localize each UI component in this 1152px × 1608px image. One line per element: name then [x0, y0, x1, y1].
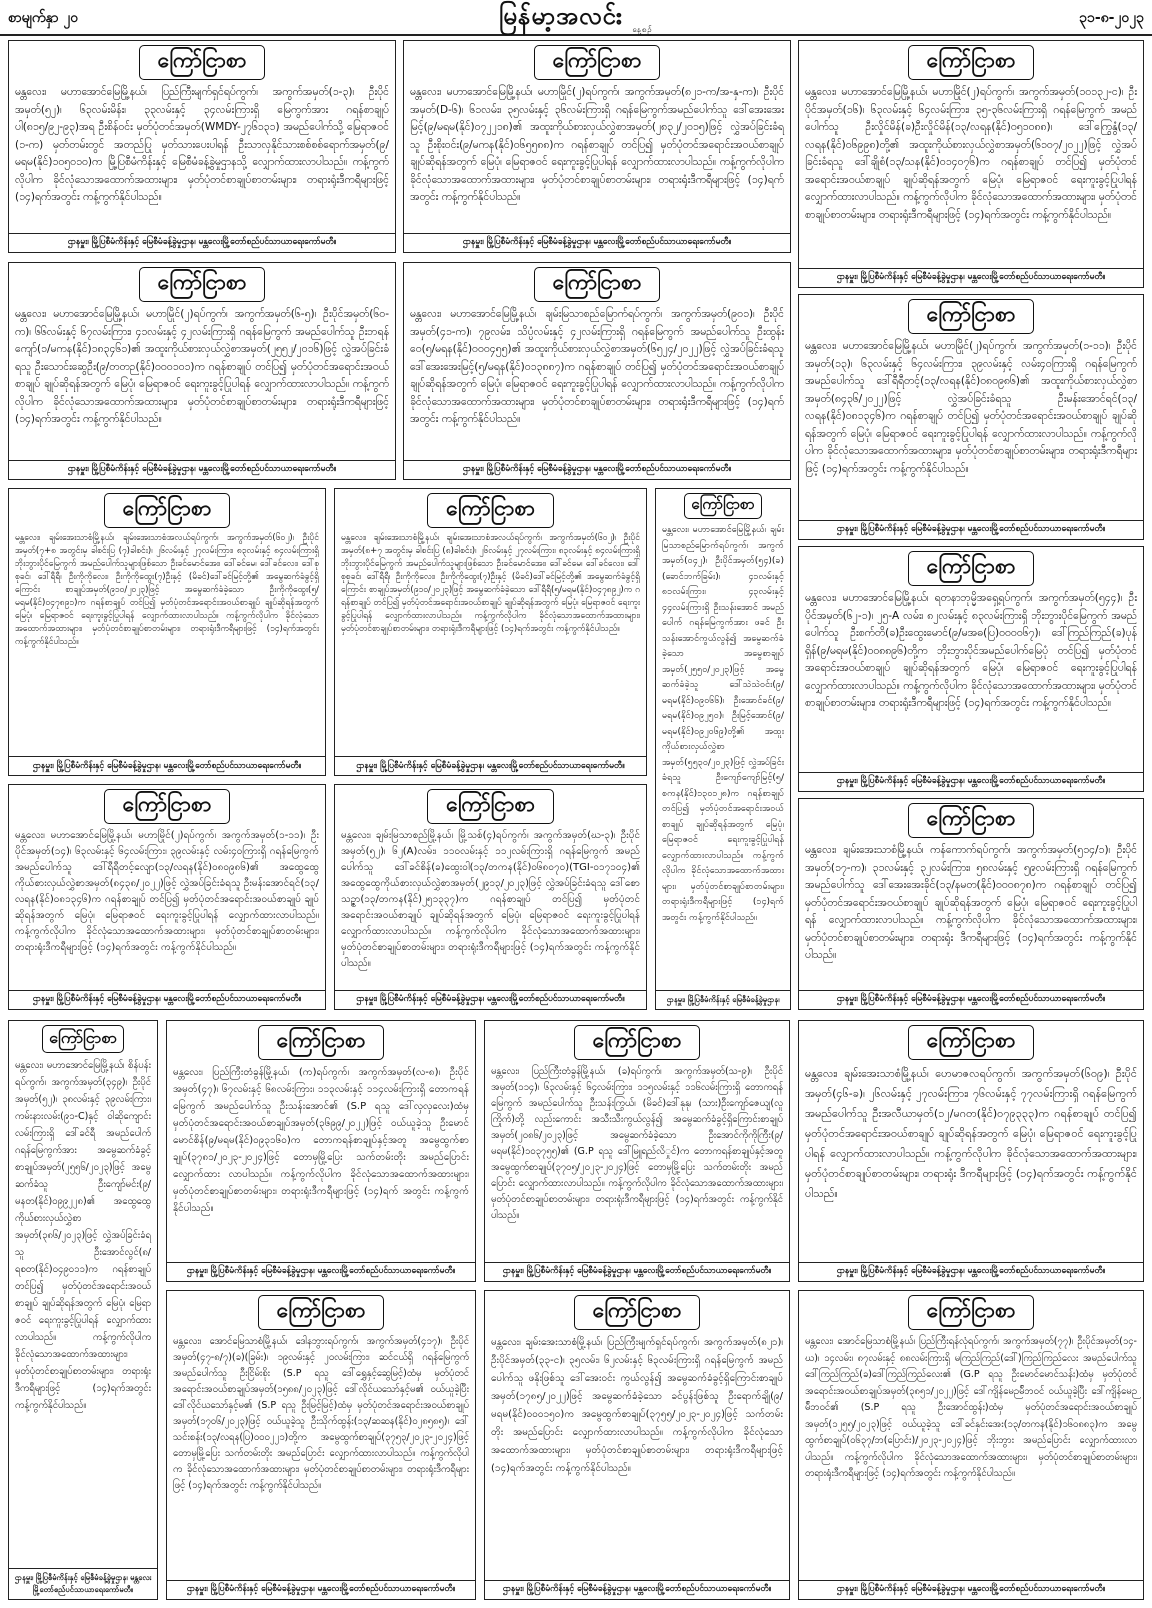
notice-title: ကြော်ငြာစာ	[574, 1025, 701, 1060]
notice-title: ကြော်ငြာစာ	[258, 1025, 385, 1060]
notice-4	[8, 262, 396, 480]
masthead	[0, 0, 1152, 36]
notice-footer: ဌာနမှူး၊ မြို့ပြစီမံကိန်းနှင့် မြေစီမံခန့်ခွဲမှုဌာန၊ မန္တလေးမြို့တော်စည်ပင်သာယာရေးကော်မတီ။	[335, 990, 646, 1009]
notice-title: ကြော်ငြာစာ	[427, 493, 554, 528]
notice-footer: ဌာနမှူး၊ မြို့ပြစီမံကိန်းနှင့် မြေစီမံခန့်ခွဲမှုဌာန၊ မန္တလေးမြို့တော်စည်ပင်သာယာရေးကော်မတီ။	[404, 233, 790, 252]
notice-1	[8, 40, 396, 253]
masthead-sub: နေ့စဉ်	[632, 25, 653, 34]
notice-title: ကြော်ငြာစာ	[908, 45, 1035, 80]
notice-title: ကြော်ငြာစာ	[427, 789, 554, 824]
notice-footer: ဌာနမှူး၊ မြို့ပြစီမံကိန်းနှင့် မြေစီမံခန့်ခွဲမှုဌာန၊ မန္တလေးမြို့တော်စည်ပင်သာယာရေးကော်မတီ။	[9, 460, 395, 479]
notice-title: ကြော်ငြာစာ	[42, 1025, 124, 1053]
notice-11	[8, 784, 326, 1010]
notice-body: မန္တလေး၊ ချမ်းအေးသာစံမြို့နယ်၊ ကန်ကောက်ရပ်ကွက်၊ အကွက်အမှတ်(၅၁၄/၁)၊ ဦးပိုင်အမှတ်(၁၇-က)၊ ၃၁လမ်းနှင့် ၃၂လမ်းကြား၊ ၅၈လမ်းနှင့် ၅၉လမ်းကြားရှိ ဂရန်မြေကွက် အမည်ပေါက်သူ ဒေါ်အေးအေးခိုင်(၁၃/နမတ(နိုင်)၀၀၀၈၇၈)က ဂရန်စာချုပ် တင်ပြ၍ မှတ်ပုံတင်အရောင်းအဝယ်စာချုပ် ချုပ်ဆိုရန်အတွက် မြေပုံ၊ မြေရာဇဝင် ရေးကူးခွင့်ပြုပါရန် လျှောက်ထားလာပါသည်။ ကန့်ကွက်လိုပါက ခိုင်လုံသောအထောက်အထားများ၊ မှတ်ပုံတင်စာချုပ်စာတမ်းများ၊ တရားရုံး ဒီကရီများဖြင့် (၁၄)ရက်အတွင်း ကန့်ကွက်နိုင်ပါသည်။	[805, 844, 1137, 961]
notice-8	[334, 488, 647, 776]
notice-body: မန္တလေး၊ ပြည်ကြီးတံခွန်မြို့နယ်၊ (က)ရပ်ကွက်၊ အကွက်အမှတ်(လ-၈)၊ ဦးပိုင်အမှတ်(၄၇)၊ ၆၇လမ်းနှင့် ၆၈လမ်းကြား၊ ၁၁၃လမ်းနှင့် ၁၁၄လမ်းကြားရှိ တောကရန်မြေကွက် အမည်ပေါက်သူ ဦးသန်းအောင်၏ (S.P ရသူ ဒေါ်လှလှလေး)ထံမှ မှတ်ပုံတင်အရောင်းအဝယ်စာချုပ်အမှတ်(၃၆၉၉/၂၀၂၂)ဖြင့် ဝယ်ယူခဲ့သူ ဦးမောင်မောင်စိန်(၉/မရမ(နိုင်)၀၉၃၁၆၀)က တောကရန်စာချုပ်နှင့်အတူ အမွေထွက်စာချုပ်(၃၇၈၁/၂၀၂၃-၂၀၂၄)ဖြင့် တောမှမြို့ပြေး သက်တမ်းတိုး အမည်ပြောင်း လျှောက်ထား လာပါသည်။ ကန့်ကွက်လိုပါက ခိုင်လုံသောအထောက်အထားများ၊ မှတ်ပုံတင်စာချုပ်စာတမ်းများ၊ တရားရုံးဒီကရီများဖြင့် (၁၄)ရက် အတွင်း ကန့်ကွက်နိုင်ပါသည်။	[173, 1067, 469, 1214]
notice-title: ကြော်ငြာစာ	[908, 551, 1035, 586]
masthead-logo: မြန်မာ့အလင်း	[499, 1, 623, 30]
notice-body: မန္တလေး၊ အောင်မြေသာစံမြို့နယ်၊ ဒေါနဘွားရပ်ကွက်၊ အကွက်အမှတ်(၄၁၇)၊ ဦးပိုင်အမှတ်(၄၇-၈/၇)(ခ)(ခြမ်း)၊ ၁၉လမ်းနှင့် ၂၀လမ်းကြား၊ ဆင်ငယ်ရှိ ဂရန်မြေကွက် အမည်ပေါက်သူ ဦးငြိမ်းစိုး (S.P ရသူ ဒေါ်ရွှေနှင့်ဆွေမြင့်)ထံမှ မှတ်ပုံတင်အရောင်းအဝယ်စာချုပ်အမှတ်(၁၅၈၈/၂၀၂၃)ဖြင့် ဒေါ်လိုင်ယသော်နှင့်မ၏ ဝယ်ယူခဲ့ပြီး ဒေါ်လိုင်ယသော်နှင့်မ၏ (S.P ရသူ ဦးမြင့်မြင့်)ထံမှ မှတ်ပုံတင်အရောင်းအဝယ်စာချုပ်အမှတ်(၁၇၀၆/၂၀၂၃)ဖြင့် ဝယ်ယူခဲ့သူ ဦးသိုက်ထွန်း(၁၃/ဆဆန(နိုင်)၀၂၈၅၈၅)၊ ဒေါ်သင်းစန်း(၁၃/လရန(ပြ)၀၀၀၂၂၁)တို့က အမွေထွက်စာချုပ်(၃၇၅၃/၂၀၂၃-၂၀၂၄)ဖြင့် တောမှမြို့ပြေး သက်တမ်းတိုး အမည်ပြောင်း လျှောက်ထားလာပါသည်။ ကန့်ကွက်လိုပါက ခိုင်လုံသောအထောက်အထားများ၊ မှတ်ပုံတင်စာချုပ်စာတမ်းများ၊ တရားရုံးဒီကရီများဖြင့် (၁၄)ရက်အတွင်း ကန့်ကွက်နိုင်ပါသည်။	[173, 1336, 469, 1491]
notice-title: ကြော်ငြာစာ	[908, 1295, 1035, 1330]
notice-title: ကြော်ငြာစာ	[684, 493, 761, 519]
notice-footer: ဌာနမှူး၊ မြို့ပြစီမံကိန်းနှင့် မြေစီမံခန့်ခွဲမှုဌာန၊ မန္တလေးမြို့တော်စည်ပင်သာယာရေးကော်မတီ။	[167, 1580, 475, 1599]
notice-footer: ဌာနမှူး၊ မြို့ပြစီမံကိန်းနှင့် မြေစီမံခန့်ခွဲမှုဌာန၊ မန္တလေးမြို့တော်စည်ပင်သာယာရေးကော်မတီ။	[485, 1262, 789, 1281]
notice-footer: ဌာနမှူး၊ မြို့ပြစီမံကိန်းနှင့် မြေစီမံခန့်ခွဲမှုဌာန၊ မန္တလေးမြို့တော်စည်ပင်သာယာရေးကော်မတီ။	[799, 772, 1143, 791]
notice-title: ကြော်ငြာစာ	[139, 267, 266, 302]
notice-body: မန္တလေး၊ အောင်မြေသာစံမြို့နယ်၊ ပြည်ကြီးရန်လုံရပ်ကွက်၊ အကွက်အမှတ်(၇၇)၊ ဦးပိုင်အမှတ်(၁၄-ဃ)၊ ၁၄လမ်း၊ ၈၇လမ်းနှင့် ၈၈လမ်းကြားရှိ မကြည်ကြည်(ဒေါ်)ကြည်ကြည်လေး အမည်ပေါက်သူ ဒေါ်ကြည်ကြည်(ခ)ဒေါ်ကြည်ကြည်လေး၏ (G.P ရသူ ဦးမောင်မောင်သန်း)ထံမှ မှတ်ပုံတင်အရောင်းအဝယ်စာချုပ်အမှတ်(၃၈၅၁/၂၀၂၂)ဖြင့် ဒေါ်ကျိန်မေဉမ်ိဘဝင် ဝယ်ယူခဲ့ပြီး ဒေါ်ကျိန်မေဉမ်ိဘဝင်၏ (S.P ရသူ ဦးအောင်ထွန်း)ထံမှ မှတ်ပုံတင်အရောင်းအဝယ်စာချုပ်အမှတ်(၁၂၅၅/၂၀၂၃)ဖြင့် ဝယ်ယူခဲ့သူ ဒေါ်ခင်နှင်းအေး(၁၃/တကန(နိုင်)၁၆၀၈၈၃)က အမွေထွက်စာချုပ်(၀၆၃၇/ဘ(ပြောင်း)/၂၀၂၃-၂၀၂၄)ဖြင့် ဘိုးဘွား အမည်ပြောင်း လျှောက်ထားလာပါသည်။ ကန့်ကွက်လိုပါက ခိုင်လုံသောအထောက်အထားများ၊ မှတ်ပုံတင်စာချုပ်စာတမ်းများ၊ တရားရုံးဒီကရီများဖြင့် (၁၄)ရက်အတွင်း ကန့်ကွက်နိုင်ပါသည်။	[805, 1336, 1137, 1479]
notice-3	[798, 40, 1144, 288]
notice-footer: ဌာနမှူး၊ မြို့ပြစီမံကိန်းနှင့် မြေစီမံခန့်ခွဲမှုဌာန၊	[656, 990, 790, 1009]
notice-footer: ဌာနမှူး၊ မြို့ပြစီမံကိန်းနှင့် မြေစီမံခန့်ခွဲမှုဌာန၊ မန္တလေးမြို့တော်စည်ပင်သာယာရေးကော်မတီ။	[485, 1580, 789, 1599]
notice-5	[403, 262, 791, 480]
notice-footer: ဌာနမှူး၊ မြို့ပြစီမံကိန်းနှင့် မြေစီမံခန့်ခွဲမှုဌာန၊ မန္တလေးမြို့တော်စည်ပင်သာယာရေးကော်မတီ။	[799, 268, 1143, 287]
issue-date: ၃၁-၈-၂၀၂၃	[1079, 10, 1144, 26]
notice-body: မန္တလေး၊ မဟာအောင်မြေမြို့နယ်၊ မဟာမြိုင်(၂)ရပ်ကွက်၊ အကွက်အမှတ်(၁-၁၁)၊ ဦးပိုင်အမှတ်(၁၃)၊ ၆၃လမ်းနှင့် ၆၄လမ်းကြား၊ ၃၉လမ်းနှင့် လမ်း၄၀ကြားရှိ ဂရန်မြေကွက် အမည်ပေါက်သူ ဒေါ်ရီရီတင့်(၁၃/လရန(နိုင်)၀၈၀၉၈၆)၏ အထူးကိုယ်စားလှယ်လွှဲစာအမှတ်(၈၄၃၆/၂၀၂၂)ဖြင့် လွှဲအပ်ခြင်းခံရသူ ဦးမန်းအောင်ရင်(၁၃/လရန(နိုင်)၀၈၁၃၄၆)က ဂရန်စာချုပ် တင်ပြ၍ မှတ်ပုံတင်အရောင်းအဝယ်စာချုပ် ချုပ်ဆိုရန်အတွက် မြေပုံ၊ မြေရာဇဝင် ရေးကူးခွင့်ပြုပါရန် လျှောက်ထားလာပါသည်။ ကန့်ကွက်လိုပါက ခိုင်လုံသောအထောက်အထားများ၊ မှတ်ပုံတင်စာချုပ်စာတမ်းများ၊ တရားရုံးဒီကရီများဖြင့် (၁၄)ရက်အတွင်း ကန့်ကွက်နိုင်ပါသည်။	[805, 340, 1137, 475]
notice-body: မန္တလေး၊ မဟာအောင်မြေမြို့နယ်၊ စိန်ပန်းရပ်ကွက်၊ အကွက်အမှတ်(၃၄၉)၊ ဦးပိုင်အမှတ်(၅၂)၊ ၃၈လမ်းနှင့် ၃၉လမ်းကြား၊ ကမ်းနားလမ်း(၉၁-C)နှင့် ဝါဆိုကျောင်းလမ်းကြားရှိ ဒေါ်ခင်ရီ အမည်ပေါက် ဂရန်မြေကွက်အား အမွေဆက်ခံခွင့်စာချုပ်အမှတ်(၂၅၅၆/၂၀၂၃)ဖြင့် အမွေဆက်ခံသူ ဦးကျော်မင်း(၉/မနတ(နိုင်)၀၉၉၂၂၈)၏ အထွေထွေကိုယ်စားလှယ်လွှဲစာအမှတ်(၃၈၆/၂၀၂၃)ဖြင့် လွှဲအပ်ခြင်းခံရသူ ဦးအောင်လွင်(၈/ရစတ(နိုင်)၀၄၉၀၁၁)က ဂရန်စာချုပ် တင်ပြ၍ မှတ်ပုံတင်အရောင်းအဝယ်စာချုပ် ချုပ်ဆိုရန်အတွက် မြေပုံ၊ မြေရာဇဝင် ရေးကူးခွင့်ပြုပါရန် လျှောက်ထားလာပါသည်။ ကန့်ကွက်လိုပါက ခိုင်လုံသောအထောက်အထားများ၊ မှတ်ပုံတင်စာချုပ်စာတမ်းများ၊ တရားရုံးဒီကရီများဖြင့် (၁၄)ရက်အတွင်း ကန့်ကွက်နိုင်ပါသည်။	[15, 1060, 151, 1411]
notice-16	[484, 1020, 790, 1282]
notice-title: ကြော်ငြာစာ	[258, 1295, 385, 1330]
notice-footer: ဌာနမှူး၊ မြို့ပြစီမံကိန်းနှင့် မြေစီမံခန့်ခွဲမှုဌာန၊ မန္တလေးမြို့တော်စည်ပင်သာယာရေးကော်မတီ။	[799, 990, 1143, 1009]
notice-body: မန္တလေး၊ မဟာအောင်မြေမြို့နယ်၊ မဟာမြိုင်(၂)ရပ်ကွက်၊ အကွက်အမှတ်(၁၀၁၃၂-င)၊ ဦးပိုင်အမှတ်(၁၆)၊ ၆၃လမ်းနှင့် ၆၄လမ်းကြား၊ ၃၅-၃၆လမ်းကြားရှိ ဂရန်မြေကွက် အမည်ပေါက်သူ ဦးလှိုင်မိန်(ခ)ဦးလှိုင်မိန်(၁၃/လရန(နိုင်)၀၅၁၀၈၈)၊ ဒေါ်ကြွေနွံ(၁၃/လရန(နိုင်)၀၆၉၉၈)တို့၏ အထူးကိုယ်စားလှယ်လွှဲစာအမှတ်(၆၁၀၇/၂၀၂၂)ဖြင့် လွှဲအပ်ခြင်းခံရသူ ဒေါ်ချိုစံ(၁၃/သန(နိုင်)၀၁၄၀၇၆)က ဂရန်စာချုပ် တင်ပြ၍ မှတ်ပုံတင်အရောင်းအဝယ်စာချုပ် ချုပ်ဆိုရန်အတွက် မြေပုံ၊ မြေရာဇဝင် ရေးကူးခွင့်ပြုပါရန် လျှောက်ထားလာပါသည်။ ကန့်ကွက်လိုပါက ခိုင်လုံသောအထောက်အထားများ၊ မှတ်ပုံတင်စာချုပ်စာတမ်းများ၊ တရားရုံးဒီကရီများဖြင့် (၁၄)ရက်အတွင်း ကန့်ကွက်နိုင်ပါသည်။	[805, 86, 1137, 221]
page-header	[0, 0, 1152, 36]
notice-footer: ဌာနမှူး၊ မြို့ပြစီမံကိန်းနှင့် မြေစီမံခန့်ခွဲမှုဌာန၊ မန္တလေးမြို့တော်စည်ပင်သာယာရေးကော်မတီ။	[167, 1262, 475, 1281]
notice-body: မန္တလေး၊ ချမ်းမြသာစည်မြို့နယ်၊ မြို့သစ်(၄)ရပ်ကွက်၊ အကွက်အမှတ်(ဃ-၃)၊ ဦးပိုင်အမှတ်(၅၂)၊ ၆၂(A)လမ်း၊ ၁၁၀လမ်းနှင့် ၁၁၂လမ်းကြားရှိ ဂရန်မြေကွက် အမည်ပေါက်သူ ဒေါ်ခင်စိန်(ခ)ထွေးဝါ(၁၃/တကန(နိုင်)၀၆၈၀၇၀)(TGI-၀၁၇၁၀၄)၏ အထွေထွေကိုယ်စားလှယ်လွှဲစာအမှတ်(၂၉၁၃/၂၀၂၃)ဖြင့် လွှဲအပ်ခြင်းခံရသူ ဒေါ်စောသဉ္ဇာ(၁၃/တကန(နိုင်)၂၅၁၃၃၇)က ဂရန်စာချုပ် တင်ပြ၍ မှတ်ပုံတင်အရောင်းအဝယ်စာချုပ် ချုပ်ဆိုရန်အတွက် မြေပုံ၊ မြေရာဇဝင် ရေးကူးခွင့်ပြုပါရန် လျှောက်ထားလာပါသည်။ ကန့်ကွက်လိုပါက ခိုင်လုံသောအထောက်အထားများ၊ မှတ်ပုံတင်စာချုပ်စာတမ်းများ၊ တရားရုံးဒီကရီများဖြင့် (၁၄)ရက်အတွင်း ကန့်ကွက်နိုင်ပါသည်။	[341, 830, 640, 969]
notice-7	[8, 488, 326, 776]
notice-17	[798, 1020, 1144, 1282]
notice-footer: ဌာနမှူး၊ မြို့ပြစီမံကိန်းနှင့် မြေစီမံခန့်ခွဲမှုဌာန၊ မန္တလေးမြို့တော်စည်ပင်သာယာရေးကော်မတီ။	[335, 756, 646, 775]
notice-title: ကြော်ငြာစာ	[574, 1295, 701, 1330]
notice-body: မန္တလေး၊ ချမ်းအေးသာစံမြို့နယ်၊ ချမ်းအေးသာစံအလယ်ရပ်ကွက်၊ အကွက်အမှတ်(၆၀၂)၊ ဦးပိုင်အမှတ်(၇+၈ အတွင်းမှ ခါစင်းပြ (၇)ခါစင်း)၊ ၂၆လမ်းနှင့် ၂၇လမ်းကြား၊ ၈၃လမ်းနှင့် ၈၄လမ်းကြားရှိ ဘိုးဘွားပိုင်မြေကွက် အမည်ပေါက်သူများဖြစ်သော ဦးခင်မောင်အေး၊ ဒေါ်ခင်မေ၊ ဒေါ်ခင်လေး၊ ဒေါ်စုစုခင်၊ ဒေါ်ရီရီ၊ ဦးကိုကိုလေး၊ ဦးကိုကိုထွေး(၇)ဦးနှင့် (မိခင်)ဒေါ်ခင်မြင့်တို့၏ အမွေဆက်ခံခွင့်ရှိကြောင်း စာချုပ်အမှတ်(၉၁၀/၂၀၂၃)ဖြင့် အမွေဆက်ခံခဲ့သော ဦးကိုကိုထွေး(၅/မရမ(နိုင်)၀၄၇၈၉၁)က ဂရန်စာချုပ် တင်ပြ၍ မှတ်ပုံတင်အရောင်းအဝယ်စာချုပ် ချုပ်ဆိုရန်အတွက် မြေပုံ၊ မြေရာဇဝင် ရေးကူးခွင့်ပြုပါရန် လျှောက်ထားလာပါသည်။ ကန့်ကွက်လိုပါက ခိုင်လုံသောအထောက်အထားများ၊ မှတ်ပုံတင်စာချုပ်စာတမ်းများ၊ တရားရုံးဒီကရီများဖြင့် (၁၄)ရက်အတွင်း ကန့်ကွက်နိုင်ပါသည်။	[15, 533, 319, 647]
notice-title: ကြော်ငြာစာ	[104, 493, 231, 528]
notice-body: မန္တလေး၊ မဟာအောင်မြေမြို့နယ်၊ ပြည်ကြီးမျက်ရှင်ရပ်ကွက်၊ အကွက်အမှတ်(၁-၃)၊ ဦးပိုင်အမှတ်(၅၂)၊ ၆၃လမ်းမိန်း၊ ၃၃လမ်းနှင့် ၃၄လမ်းကြားရှိ မြေကွက်အား ဂရန်စာချုပ်ပါ(၈၁၅/၉၂-၉၃)အရ ဦးစိန်ဝင်း မှတ်ပုံတင်အမှတ်(WMDY-၂၇၆၁၃၁) အမည်ပေါက်သို့ မြေရာဇဝင် (၁-က) မှတ်တမ်းတွင် အတည်ပြု မှတ်သားပေးပါရန် ဦးသာလှနိုင်သားစစ်စစ်ရောက်အမှတ်(၉/မရမ(နိုင်)၁၀၅၀၁၀)က မြို့ပြစီမံကိန်းနှင့် မြေစီမံခန့်ခွဲမှုဌာနသို့ လျှောက်ထားလာပါသည်။ ကန့်ကွက်လိုပါက ခိုင်လုံသောအထောက်အထားများ၊ မှတ်ပုံတင်စာချုပ်စာတမ်းများ၊ တရားရုံးဒီကရီများဖြင့် (၁၄)ရက်အတွင်း ကန့်ကွက်နိုင်ပါသည်။	[15, 86, 389, 203]
notice-title: ကြော်ငြာစာ	[908, 1025, 1035, 1060]
notice-body: မန္တလေး၊ ပြည်ကြီးတံခွန်မြို့နယ်၊ (ခ)ရပ်ကွက်၊ အကွက်အမှတ်(သ-၉)၊ ဦးပိုင်အမှတ်(၁၁၄)၊ ၆၃လမ်းနှင့် ၆၄လမ်းကြား၊ ၁၁၅လမ်းနှင့် ၁၁၆လမ်းကြားရှိ တောကရန်မြေကွက် အမည်ပေါက်သူ ဦးသန်းကြွယ်၊ (မိခင်)ဒေါ်နုနု၊ (သား)ဦးကျော်ဇေယျ(လူကြိုက်)တို့ လည်းကောင်း အသီးသီးကွယ်လွန်၍ အမွေဆက်ခံခွင့်ရှိကြောင်းစာချုပ်အမှတ်(၂၀၈၆/၂၀၂၃)ဖြင့် အမွေဆက်ခံခဲ့သော ဦးအောင်ကိုကိုကြီး(၉/မရမ(နိုင်)၁၀၃၇၅၅)၏ (G.P ရသူ ဒေါ်မြူရည်လိှုင်)က တောကရန်စာချုပ်နှင့်အတူ အမွေထွက်စာချုပ်(၃၇၀၅/၂၀၂၃-၂၀၂၄)ဖြင့် တောမှမြို့ပြေး သက်တမ်းတိုး အမည်ပြောင်း လျှောက်ထားလာပါသည်။ ကန့်ကွက်လိုပါက ခိုင်လုံသောအထောက်အထားများ၊ မှတ်ပုံတင်စာချုပ်စာတမ်းများ၊ တရားရုံးဒီကရီများဖြင့် (၁၄)ရက်အတွင်း ကန့်ကွက်နိုင်ပါသည်။	[491, 1066, 783, 1221]
notice-13	[798, 798, 1144, 1010]
page-number: စာမျက်နှာ ၂၀	[8, 10, 79, 26]
notice-14	[8, 1020, 158, 1600]
notice-title: ကြော်ငြာစာ	[139, 45, 266, 80]
notice-footer: ဌာနမှူး၊ မြို့ပြစီမံကိန်းနှင့် မြေစီမံခန့်ခွဲမှုဌာန၊ မန္တလေးမြို့တော်စည်ပင်သာယာရေးကော်မတီ။	[799, 520, 1143, 539]
notice-19	[484, 1290, 790, 1600]
notice-footer: ဌာနမှူး၊ မြို့ပြစီမံကိန်းနှင့် မြေစီမံခန့်ခွဲမှုဌာန၊ မန္တလေးမြို့တော်စည်ပင်သာယာရေးကော်မတီ။	[9, 233, 395, 252]
notice-body: မန္တလေး၊ မဟာအောင်မြေမြို့နယ်၊ မဟာမြိုင်(၂)ရပ်ကွက်၊ အကွက်အမှတ်(၈၂၁-က/အ-နှ-က)၊ ဦးပိုင်အမှတ်(D-၆)၊ ၆၁လမ်း၊ ၃၅လမ်းနှင့် ၃၆လမ်းကြားရှိ ဂရန်မြေကွက်အမည်ပေါက်သူ ဒေါ်အေးအေးမြင့်(၉/မရမ(နိုင်)၀၇၂၂၁၈)၏ အထူးကိုယ်စားလှယ်လွှဲစာအမှတ်(၂၈၃၂/၂၀၁၅)ဖြင့် လွှဲအပ်ခြင်းခံရသူ ဦးစိုးဝင်း(၉/မကန(နိုင်)၀၆၅၅၈၈)က ဂရန်စာချုပ် တင်ပြ၍ မှတ်ပုံတင်အရောင်းအဝယ်စာချုပ် ချုပ်ဆိုရန်အတွက် မြေပုံ၊ မြေရာဇဝင် ရေးကူးခွင့်ပြုပါရန် လျှောက်ထားလာပါသည်။ ကန့်ကွက်လိုပါက ခိုင်လုံသောအထောက်အထားများ၊ မှတ်ပုံတင်စာချုပ်စာတမ်းများ၊ တရားရုံးဒီကရီများဖြင့် (၁၄)ရက်အတွင်း ကန့်ကွက်နိုင်ပါသည်။	[410, 86, 784, 203]
notice-10	[798, 546, 1144, 792]
notice-body: မန္တလေး၊ ချမ်းအေးသာစံမြို့နယ်၊ ဟေမာဇလရပ်ကွက်၊ အကွက်အမှတ်(၆၀၉)၊ ဦးပိုင်အမှတ်(၄၆-ခ)၊ ၂၆လမ်းနှင့် ၂၇လမ်းကြား၊ ၇၆လမ်းနှင့် ၇၇လမ်းကြားရှိ ဂရန်မြေကွက် အမည်ပေါက်သူ ဦးအလီယာမှတ်(၁၂/မဂတ(နိုင်)၀၇၉၃၃၃)က ဂရန်စာချုပ် တင်ပြ၍ မှတ်ပုံတင်အရောင်းအဝယ်စာချုပ် ချုပ်ဆိုရန်အတွက် မြေပုံ၊ မြေရာဇဝင် ရေးကူးခွင့်ပြုပါရန် လျှောက်ထားလာပါသည်။ ကန့်ကွက်လိုပါက ခိုင်လုံသောအထောက်အထားများ၊ မှတ်ပုံတင်စာချုပ်စာတမ်းများ၊ တရားရုံး ဒီကရီများဖြင့် (၁၄)ရက်အတွင်း ကန့်ကွက်နိုင်ပါသည်။	[805, 1067, 1137, 1200]
notice-title: ကြော်ငြာစာ	[534, 45, 661, 80]
notice-title: ကြော်ငြာစာ	[908, 299, 1035, 334]
notice-body: မန္တလေး၊ ချမ်းအေးသာစံမြို့နယ်၊ ပြည်ကြီးမျက်ရှင်ရပ်ကွက်၊ အကွက်အမှတ်(၈၂၁)၊ ဦးပိုင်အမှတ်(၃၃-င)၊ ၃၅လမ်း၊ ၆၂လမ်းနှင့် ၆၃လမ်းကြားရှိ ဂရန်မြေကွက် အမည်ပေါက်သူ ဖနိုးဖြစ်သူ ဒေါ်အေးဝင်း ကွယ်လွန်၍ အမွေဆက်ခံခွင့်ရှိကြောင်းစာချုပ်အမှတ်(၁၇၈၅/၂၀၂၂)ဖြင့် အမွေဆက်ခံခဲ့သော ခင်ပွန်းဖြစ်သူ ဦးရောက်ချို(၉/မရမ(နိုင်)၀၀၀၁၅၀)က အမွေထွက်စာချုပ်(၃၇၅၅/၂၀၂၃-၂၀၂၄)ဖြင့် သက်တမ်းတိုး အမည်ပြောင်း လျှောက်ထားလာပါသည်။ ကန့်ကွက်လိုပါက ခိုင်လုံသောအထောက်အထားများ၊ မှတ်ပုံတင်စာချုပ်စာတမ်းများ၊ တရားရုံးဒီကရီများဖြင့် (၁၄)ရက်အတွင်း ကန့်ကွက်နိုင်ပါသည်။	[491, 1337, 783, 1474]
notice-9	[655, 488, 791, 1010]
notice-footer: ဌာနမှူး၊ မြို့ပြစီမံကိန်းနှင့် မြေစီမံခန့်ခွဲမှုဌာန၊ မန္တလေးမြို့တော်စည်ပင်သာယာရေးကော်မတီ။	[9, 990, 325, 1009]
notice-body: မန္တလေး၊ မဟာအောင်မြေမြို့နယ်၊ ချမ်းမြသာစည်မြောက်ရပ်ကွက်၊ အကွက်အမှတ်(၉၀၁)၊ ဦးပိုင်အမှတ်(၄၁-က)၊ ၇၉လမ်း၊ သိပ္ပံလမ်းနှင့် ၄၂လမ်းကြားရှိ ဂရန်မြေကွက် အမည်ပေါက်သူ ဦးထွန်းဝေ(၅/မရန(နိုင်)၀၀၀၄၅၅)၏ အထူးကိုယ်စားလှယ်လွှဲစာအမှတ်(၆၅၂၄/၂၀၂၂)ဖြင့် လွှဲအပ်ခြင်းခံရသူ ဒေါ်အေးအေးမြင့်(၅/မရန(နိုင်)၀၁၃၈၈၇)က ဂရန်စာချုပ် တင်ပြ၍ မှတ်ပုံတင်အရောင်းအဝယ်စာချုပ် ချုပ်ဆိုရန်အတွက် မြေပုံ၊ မြေရာဇဝင် ရေးကူးခွင့်ပြုပါရန် လျှောက်ထားလာပါသည်။ ကန့်ကွက်လိုပါက ခိုင်လုံသောအထောက်အထားများ၊ မှတ်ပုံတင်စာချုပ်စာတမ်းများ၊ တရားရုံးဒီကရီများဖြင့် (၁၄)ရက်အတွင်း ကန့်ကွက်နိုင်ပါသည်။	[410, 308, 784, 425]
notice-18	[166, 1290, 476, 1600]
notice-title: ကြော်ငြာစာ	[534, 267, 661, 302]
notice-title: ကြော်ငြာစာ	[908, 803, 1035, 838]
notice-body: မန္တလေး၊ ချမ်းအေးသာစံမြို့နယ်၊ ချမ်းအေးသာစံအလယ်ရပ်ကွက်၊ အကွက်အမှတ်(၆၀၂)၊ ဦးပိုင်အမှတ်(၈+၇ အတွင်းမှ ခါစင်းပြ (၈)ခါစင်း)၊ ၂၆လမ်းနှင့် ၂၇လမ်းကြား၊ ၈၃လမ်းနှင့် ၈၄လမ်းကြားရှိ ဘိုးဘွားပိုင်မြေကွက် အမည်ပေါက်သူများဖြစ်သော ဦးခင်မောင်အေး၊ ဒေါ်ခင်မေ၊ ဒေါ်ခင်လေး၊ ဒေါ်စုစုခင်၊ ဒေါ်ရီရီ၊ ဦးကိုကိုလေး၊ ဦးကိုကိုထွေး(၇)ဦးနှင့် (မိခင်)ဒေါ်ခင်မြင့်တို့၏ အမွေဆက်ခံခွင့်ရှိကြောင်း စာချုပ်အမှတ်(၉၁၀/၂၀၂၃)ဖြင့် အမွေဆက်ခံခဲ့သော ဒေါ်ရီရီ(၅/မရမ(နိုင်)၀၄၇၈၉၂)က ဂရန်စာချုပ် တင်ပြ၍ မှတ်ပုံတင်အရောင်းအဝယ်စာချုပ် ချုပ်ဆိုရန်အတွက် မြေပုံ၊ မြေရာဇဝင် ရေးကူးခွင့်ပြုပါရန် လျှောက်ထားလာပါသည်။ ကန့်ကွက်လိုပါက ခိုင်လုံသောအထောက်အထားများ၊ မှတ်ပုံတင်စာချုပ်စာတမ်းများ၊ တရားရုံးဒီကရီများဖြင့် (၁၄)ရက်အတွင်း ကန့်ကွက်နိုင်ပါသည်။	[341, 533, 640, 634]
notice-footer: ဌာနမှူး၊ မြို့ပြစီမံကိန်းနှင့် မြေစီမံခန့်ခွဲမှုဌာန၊ မန္တလေးမြို့တော်စည်ပင်သာယာရေးကော်မတီ။	[9, 756, 325, 775]
notice-body: မန္တလေး၊ မဟာအောင်မြေမြို့နယ်၊ မဟာမြိုင်(၂)ရပ်ကွက်၊ အကွက်အမှတ်(၆-၅)၊ ဦးပိုင်အမှတ်(၆၀-က)၊ ၆၆လမ်းနှင့် ၆၇လမ်းကြား၊ ၄၁လမ်းနှင့် ၄၂လမ်းကြားရှိ ဂရန်မြေကွက် အမည်ပေါက်သူ ဦးဘရန်ကျော်(၁/မကန(နိုင်)၁၈၃၄၆၁)၏ အထူးကိုယ်စားလှယ်လွှဲစာအမှတ်(၂၅၅၂/၂၀၁၆)ဖြင့် လွှဲအပ်ခြင်းခံရသူ ဦးသောင်းဆွေဦး(၉/တတဉ(နိုင်)၀၀၀၁၀၁)က ဂရန်စာချုပ် တင်ပြ၍ မှတ်ပုံတင်အရောင်းအဝယ်စာချုပ် ချုပ်ဆိုရန်အတွက် မြေပုံ၊ မြေရာဇဝင် ရေးကူးခွင့်ပြုပါရန် လျှောက်ထားလာပါသည်။ ကန့်ကွက်လိုပါက ခိုင်လုံသောအထောက်အထားများ၊ မှတ်ပုံတင်စာချုပ်စာတမ်းများ၊ တရားရုံးဒီကရီများဖြင့် (၁၄)ရက်အတွင်း ကန့်ကွက်နိုင်ပါသည်။	[15, 308, 389, 425]
notice-title: ကြော်ငြာစာ	[104, 789, 231, 824]
notice-15	[166, 1020, 476, 1282]
notice-6	[798, 294, 1144, 540]
notice-footer: ဌာနမှူး၊ မြို့ပြစီမံကိန်းနှင့် မြေစီမံခန့်ခွဲမှုဌာန၊ မန္တလေးမြို့တော်စည်ပင်သာယာရေးကော်မတီ။	[799, 1580, 1143, 1599]
notice-footer: ဌာနမှူး၊ မြို့ပြစီမံကိန်းနှင့် မြေစီမံခန့်ခွဲမှုဌာန၊ မန္တလေးမြို့တော်စည်ပင်သာယာရေးကော်မတီ။	[9, 1568, 157, 1599]
notice-20	[798, 1290, 1144, 1600]
notice-12	[334, 784, 647, 1010]
notice-body: မန္တလေး၊ မဟာအောင်မြေမြို့နယ်၊ မဟာမြိုင်(၂)ရပ်ကွက်၊ အကွက်အမှတ်(၁-၁၁)၊ ဦးပိုင်အမှတ်(၁၄)၊ ၆၃လမ်းနှင့် ၆၄လမ်းကြား၊ ၃၉လမ်းနှင့် လမ်း၄၀ကြားရှိ ဂရန်မြေကွက် အမည်ပေါက်သူ ဒေါ်ရီရီတင့်လျော(၁၃/လရန(နိုင်)၀၈၀၉၈၆)၏ အထွေထွေကိုယ်စားလှယ်လွှဲစာအမှတ်(၈၄၃၈/၂၀၂၂)ဖြင့် လွှဲအပ်ခြင်းခံရသူ ဦးမန်းအောင်ရင်(၁၃/လရန(နိုင်)၀၈၁၃၄၆)က ဂရန်စာချုပ် တင်ပြ၍ မှတ်ပုံတင်အရောင်းအဝယ်စာချုပ် ချုပ်ဆိုရန်အတွက် မြေပုံ၊ မြေရာဇဝင် ရေးကူးခွင့်ပြုပါရန် လျှောက်ထားလာပါသည်။ ကန့်ကွက်လိုပါက ခိုင်လုံသောအထောက်အထားများ၊ မှတ်ပုံတင်စာချုပ်စာတမ်းများ၊ တရားရုံးဒီကရီများဖြင့် (၁၄)ရက်အတွင်း ကန့်ကွက်နိုင်ပါသည်။	[15, 830, 319, 953]
notice-2	[403, 40, 791, 253]
notice-body: မန္တလေး၊ မဟာအောင်မြေမြို့နယ်၊ ချမ်းမြသာစည်မြောက်ရပ်ကွက်၊ အကွက်အမှတ်(၀၄၂)၊ ဦးပိုင်အမှတ်(၅၄)(ခ)(ခောင်ဘက်ခြမ်း)၊ ၄၁လမ်းနှင့် ၈၁လမ်းကြား၊ ၄၃လမ်းနှင့် ၄၄လမ်းကြားရှိ ဦးသန်းအောင် အမည်ပေါက် ဂရန်မြေကွက်အား ဖခင် ဦးသန်းအောင်ကွယ်လွန်၍ အမွေဆက်ခံခဲ့သော အမွေစာချုပ်အမှတ်(၂၅၅၀/၂၀၂၃)ဖြင့် အမွေဆက်ခံခဲ့သူ ဒေါ်သဲသဲဝင်း(၉/မရမ(နိုင်)၀၉၀၆၆)၊ ဦးအောင်ခင်(၉/မရမ(နိုင်)၀၉၂၅၀)၊ ဦးမြင့်အောင်(၉/မရမ(နိုင်)၀၉၂၀၆၉)တို့၏ အထူးကိုယ်စားလှယ်လွှဲစာအမှတ်(၅၅၃၀/၂၀၂၃)ဖြင့် လွှဲအပ်ခြင်းခံရသူ ဦးကျော်ကျော်မြင့်(၅/စကန(နိုင်)၁၃၀၁၂၈)က ဂရန်စာချုပ် တင်ပြ၍ မှတ်ပုံတင်အရောင်းအဝယ်စာချုပ် ချုပ်ဆိုရန်အတွက် မြေပုံ၊ မြေရာဇဝင် ရေးကူးခွင့်ပြုပါရန် လျှောက်ထားလာပါသည်။ ကန့်ကွက်လိုပါက ခိုင်လုံသောအထောက်အထားများ၊ မှတ်ပုံတင်စာချုပ်စာတမ်းများ၊ တရားရုံးဒီကရီများဖြင့် (၁၄)ရက်အတွင်း ကန့်ကွက်နိုင်ပါသည်။	[662, 525, 784, 923]
notice-footer: ဌာနမှူး၊ မြို့ပြစီမံကိန်းနှင့် မြေစီမံခန့်ခွဲမှုဌာန၊ မန္တလေးမြို့တော်စည်ပင်သာယာရေးကော်မတီ။	[799, 1262, 1143, 1281]
notice-footer: ဌာနမှူး၊ မြို့ပြစီမံကိန်းနှင့် မြေစီမံခန့်ခွဲမှုဌာန၊ မန္တလေးမြို့တော်စည်ပင်သာယာရေးကော်မတီ။	[404, 460, 790, 479]
notice-body: မန္တလေး၊ မဟာအောင်မြေမြို့နယ်၊ ရတနာဘုမ္မိအရှေ့ရပ်ကွက်၊ အကွက်အမှတ်(၅၄၄)၊ ဦးပိုင်အမှတ်(၆၂-၁)၊ ၂၅-A လမ်း၊ ၈၂လမ်းနှင့် ၈၃လမ်းကြားရှိ ဘိုးဘွားပိုင်မြေကွက် အမည်ပေါက်သူ ဦးစက်တိ(ခ)ဦးထွေးမောင်(၉/မအဓ(ပြ)၀၀၀၀၆၇)၊ ဒေါ်ကြည်ကြည်(ခ)ပုန်ရှိန်(၉/မရမ(နိုင်)၀၀၈၈၉၆)တို့က ဘိုးဘွားပိုင်အမည်ပေါက်မြေပုံ တင်ပြ၍ မှတ်ပုံတင်အရောင်းအဝယ်စာချုပ် ချုပ်ဆိုရန်အတွက် မြေပုံ၊ မြေရာဇဝင် ရေးကူးခွင့်ပြုပါရန် လျှောက်ထားလာပါသည်။ ကန့်ကွက်လိုပါက ခိုင်လုံသောအထောက်အထားများ၊ မှတ်ပုံတင်စာချုပ်စာတမ်းများ၊ တရားရုံးဒီကရီများဖြင့် (၁၄)ရက်အတွင်း ကန့်ကွက်နိုင်ပါသည်။	[805, 592, 1137, 709]
